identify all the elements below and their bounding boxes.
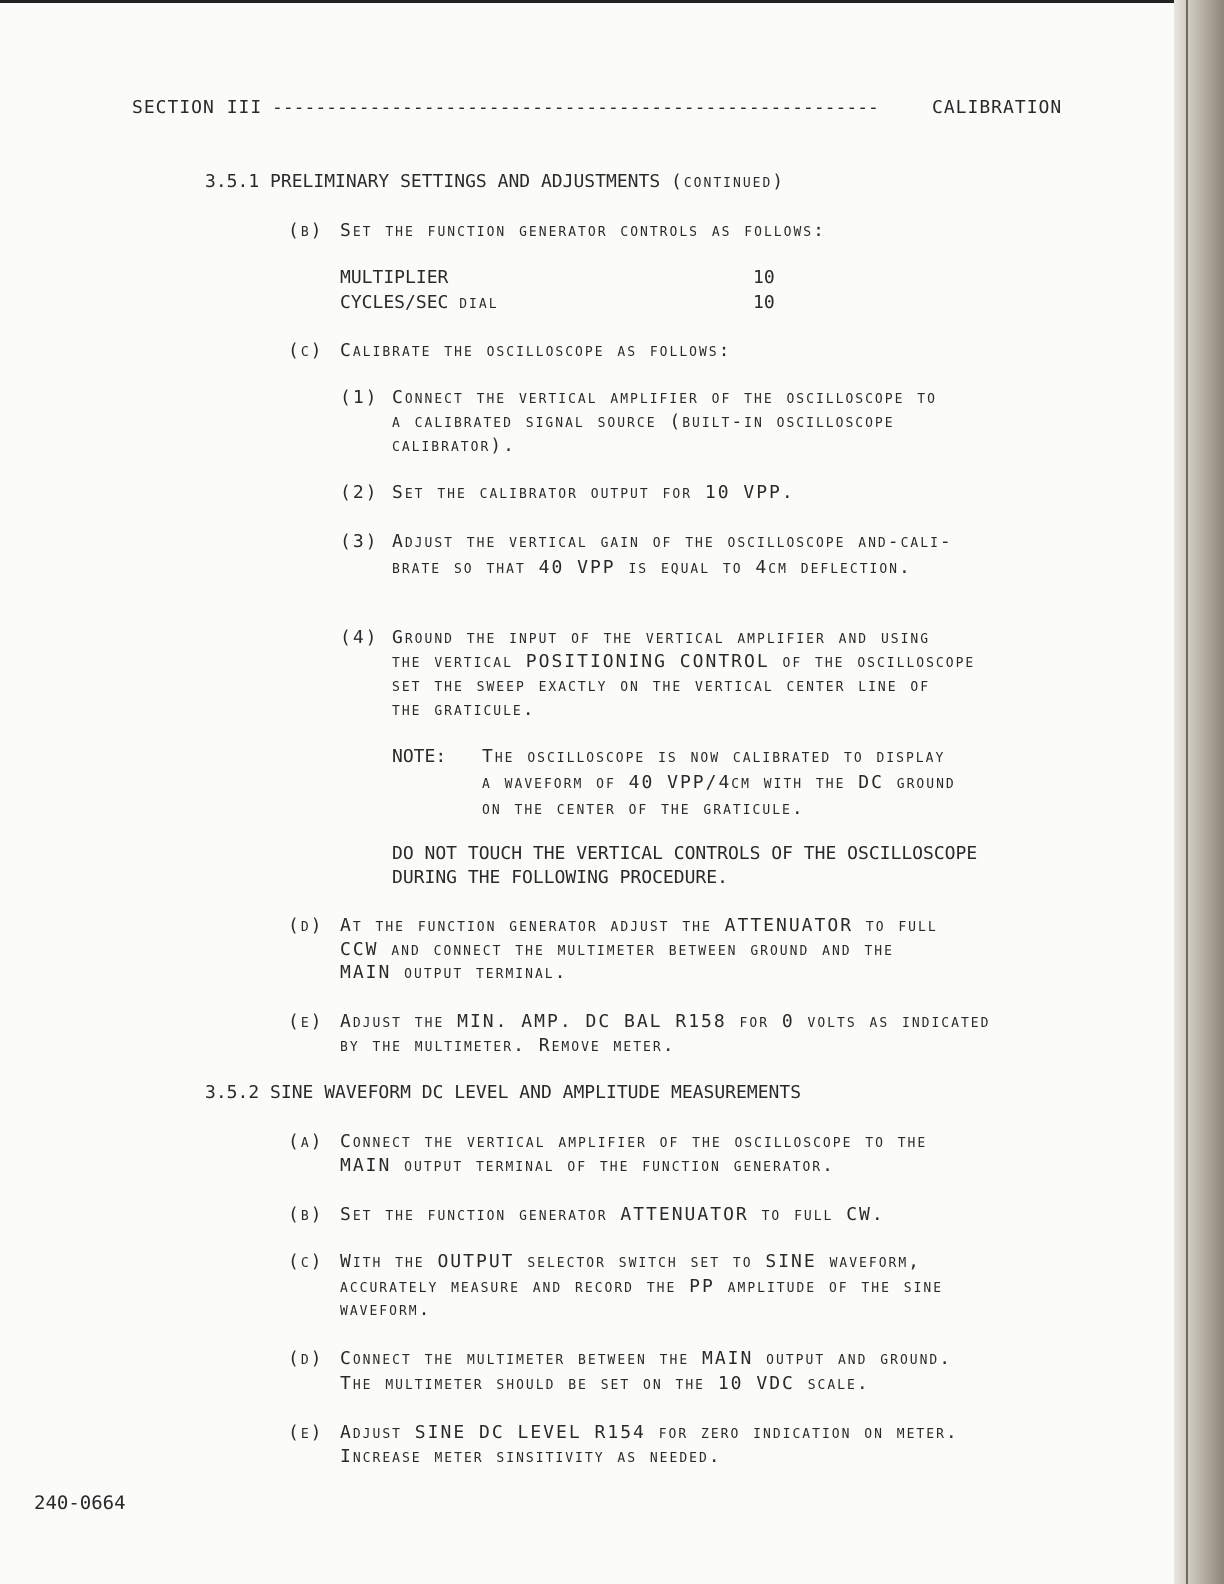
item-text-b: Set the function generator controls as follows: — [340, 220, 826, 241]
item-label-a: (a) — [288, 1131, 324, 1152]
heading-title: PRELIMINARY SETTINGS AND ADJUSTMENTS — [270, 171, 661, 192]
item-label-b: (b) — [288, 1204, 324, 1225]
note-line: on the center of the graticule. — [482, 798, 805, 819]
setting-name: CYCLES/SEC — [340, 292, 449, 313]
setting-value: 10 — [753, 267, 775, 288]
warning-line: DURING THE FOLLOWING PROCEDURE. — [392, 867, 728, 888]
item-label-c: (c) — [288, 1251, 324, 1272]
warning-line: DO NOT TOUCH THE VERTICAL CONTROLS OF THE OSCILLOSCOPE — [392, 843, 978, 864]
top-edge-rule — [0, 0, 1224, 3]
item-line: Set the function generator ATTENUATOR to full CW. — [340, 1204, 885, 1225]
heading-3-5-1 — [205, 171, 785, 192]
item-line: The multimeter should be set on the 10 VDC scale. — [340, 1373, 870, 1394]
page-binding-edge — [1174, 0, 1224, 1584]
step-line: the vertical POSITIONING CONTROL of the oscilloscope — [392, 651, 976, 672]
setting-name-suffix: dial — [459, 292, 499, 313]
step-line: the graticule. — [392, 699, 536, 720]
item-line: Connect the multimeter between the MAIN output and ground. — [340, 1348, 953, 1369]
item-label-e: (e) — [288, 1422, 324, 1443]
item-label-d: (d) — [288, 1348, 324, 1369]
step-number: (1) — [340, 387, 379, 408]
item-line: Adjust the MIN. AMP. DC BAL R158 for 0 volts as indicated — [340, 1011, 991, 1032]
item-line: waveform. — [340, 1299, 432, 1320]
item-line: CCW and connect the multimeter between ground and the — [340, 939, 894, 960]
item-line: MAIN output terminal of the function generator. — [340, 1155, 835, 1176]
item-line: accurately measure and record the PP amplitude of the sine — [340, 1276, 944, 1297]
heading-number: 3.5.2 — [205, 1082, 260, 1103]
step-number: (4) — [340, 627, 379, 648]
item-line: With the OUTPUT selector switch set to SINE waveform, — [340, 1251, 922, 1272]
step-line: brate so that 40 VPP is equal to 4cm deflection. — [392, 557, 912, 578]
document-number: 240-0664 — [34, 1492, 126, 1514]
step-line: calibrator). — [392, 435, 516, 456]
note-line: The oscilloscope is now calibrated to display — [482, 746, 946, 767]
note-line: a waveform of 40 VPP/4cm with the DC ground — [482, 772, 956, 793]
item-line: Connect the vertical amplifier of the oscilloscope to the — [340, 1131, 928, 1152]
item-line: At the function generator adjust the ATTENUATOR to full — [340, 915, 938, 936]
heading-title: SINE WAVEFORM DC LEVEL AND AMPLITUDE MEASUREMENTS — [270, 1082, 802, 1103]
item-text-c: Calibrate the oscilloscope as follows: — [340, 340, 732, 361]
item-label-e: (e) — [288, 1011, 324, 1032]
item-label-c: (c) — [288, 340, 324, 361]
heading-number: 3.5.1 — [205, 171, 260, 192]
step-line: Connect the vertical amplifier of the oscilloscope to — [392, 387, 937, 408]
setting-value: 10 — [753, 292, 775, 313]
heading-suffix: (continued) — [671, 171, 786, 192]
item-label-b: (b) — [288, 220, 324, 241]
setting-name-row — [340, 292, 499, 313]
header-dashes: -------------------------------------------------------- — [272, 97, 879, 118]
binding-shadow-line — [1186, 0, 1188, 1584]
setting-name: MULTIPLIER — [340, 267, 449, 288]
step-line: a calibrated signal source (built-in oscilloscope — [392, 411, 895, 432]
step-line: Ground the input of the vertical amplifier and using — [392, 627, 931, 648]
item-line: by the multimeter. Remove meter. — [340, 1035, 676, 1056]
header-section-label: SECTION III — [132, 97, 263, 118]
step-line: Set the calibrator output for 10 VPP. — [392, 482, 795, 503]
step-number: (2) — [340, 482, 379, 503]
step-number: (3) — [340, 531, 379, 552]
header-calibration-label: CALIBRATION — [932, 97, 1063, 118]
step-line: Adjust the vertical gain of the oscilloscope and-cali- — [392, 531, 953, 552]
note-label: NOTE: — [392, 746, 447, 767]
item-line: Adjust SINE DC LEVEL R154 for zero indication on meter. — [340, 1422, 959, 1443]
item-line: Increase meter sinsitivity as needed. — [340, 1446, 722, 1467]
step-line: set the sweep exactly on the vertical center line of — [392, 675, 931, 696]
item-line: MAIN output terminal. — [340, 962, 568, 983]
heading-3-5-2 — [205, 1082, 801, 1103]
item-label-d: (d) — [288, 915, 324, 936]
